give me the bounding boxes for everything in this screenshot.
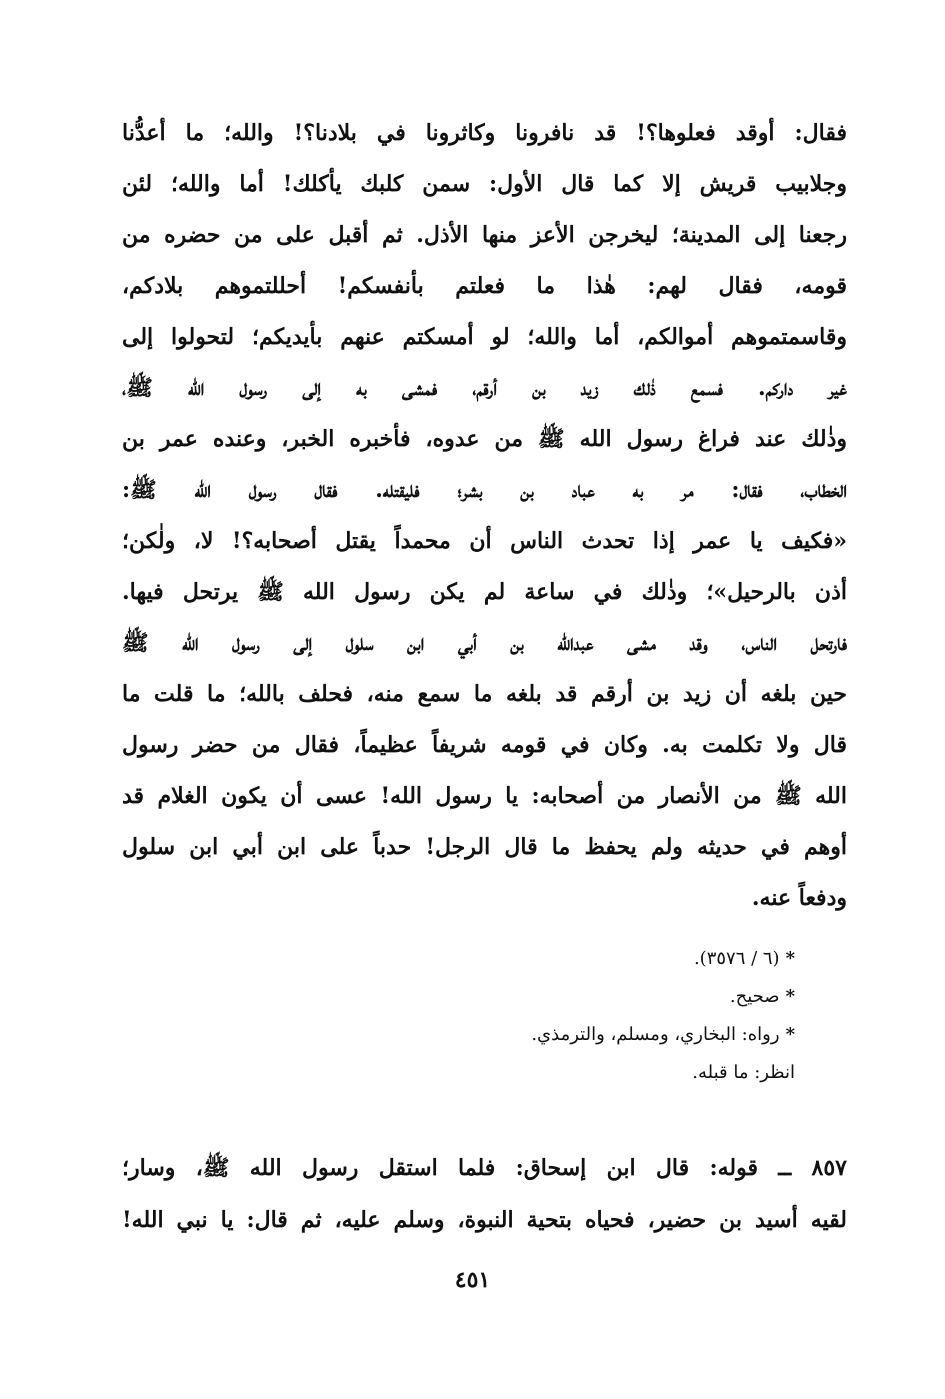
text-line: لقيه أسيد بن حضير، فحياه بتحية النبوة، وسلم عليه، ثم قال: يا نبي الله! (122, 1207, 847, 1233)
note-see-also (195, 1054, 795, 1092)
note-text: انظر: ما قبله. (692, 1062, 795, 1083)
text-line: ودفعاً عنه. (751, 885, 847, 911)
note-grade (195, 978, 795, 1016)
text-line: فارتحل الناس، وقد مشى عبدالله بن أبي ابن سلول إلى رسول الله ﷺ (122, 630, 847, 656)
text-line: قال ولا تكلمت به. وكان في قومه شريفاً عظيماً، فقال من حضر رسول (122, 732, 847, 758)
note-text: (٦ / ٣٥٧٦). (693, 948, 780, 969)
note-reference (195, 940, 795, 978)
note-text: رواه: البخاري، ومسلم، والترمذي. (531, 1024, 780, 1045)
text-line: غير داركم. فسمع ذٰلك زيد بن أرقم، فمشى به إلى رسول الله ﷺ، (122, 375, 847, 401)
text-line: أذن بالرحيل»؛ وذٰلك في ساعة لم يكن رسول الله ﷺ يرتحل فيها. (122, 579, 847, 605)
note-text: صحيح. (729, 986, 780, 1007)
note-star: * (785, 1024, 795, 1045)
text-line: حين بلغه أن زيد بن أرقم قد بلغه ما سمع منه، فحلف بالله؛ ما قلت ما (122, 681, 847, 707)
text-line: الخطاب، فقال: مر به عباد بن بشر؛ فليقتله. فقال رسول الله ﷺ: (122, 477, 847, 503)
text-line: «فكيف يا عمر إذا تحدث الناس أن محمداً يقتل أصحابه؟! لا، ولٰكن؛ (122, 528, 847, 554)
text-line: أوهم في حديثه ولم يحفظ ما قال الرجل! حدباً على ابن أبي ابن سلول (122, 834, 847, 860)
text-line: وذٰلك عند فراغ رسول الله ﷺ من عدوه، فأخبره الخبر، وعنده عمر بن (122, 426, 847, 452)
text-line: فقال: أوقد فعلوها؟! قد نافرونا وكاثرونا في بلادنا؟! والله؛ ما أعدُّنا (122, 120, 847, 146)
note-star: * (785, 948, 795, 969)
text-line: وقاسمتموهم أموالكم، أما والله؛ لو أمسكتم عنهم بأيديكم؛ لتحولوا إلى (122, 324, 847, 350)
text-line: الله ﷺ من الأنصار من أصحابه: يا رسول الله! عسى أن يكون الغلام قد (122, 783, 847, 809)
section-857 (122, 1142, 847, 1246)
text-line: وجلابيب قريش إلا كما قال الأول: سمن كلبك يأكلك! أما والله؛ لئن (122, 171, 847, 197)
page-number: ٤٥١ (454, 1267, 491, 1293)
text-line: ٨٥٧ ــ قوله: قال ابن إسحاق: فلما استقل رسول الله ﷺ، وسار؛ (122, 1155, 847, 1181)
main-text-block (122, 108, 847, 924)
text-line: رجعنا إلى المدينة؛ ليخرجن الأعز منها الأذل. ثم أقبل على من حضره من (122, 222, 847, 248)
hadith-notes (195, 940, 795, 1092)
note-narrators (195, 1016, 795, 1054)
text-line: قومه، فقال لهم: هٰذا ما فعلتم بأنفسكم! أحللتموهم بلادكم، (122, 273, 847, 299)
note-star: * (785, 986, 795, 1007)
